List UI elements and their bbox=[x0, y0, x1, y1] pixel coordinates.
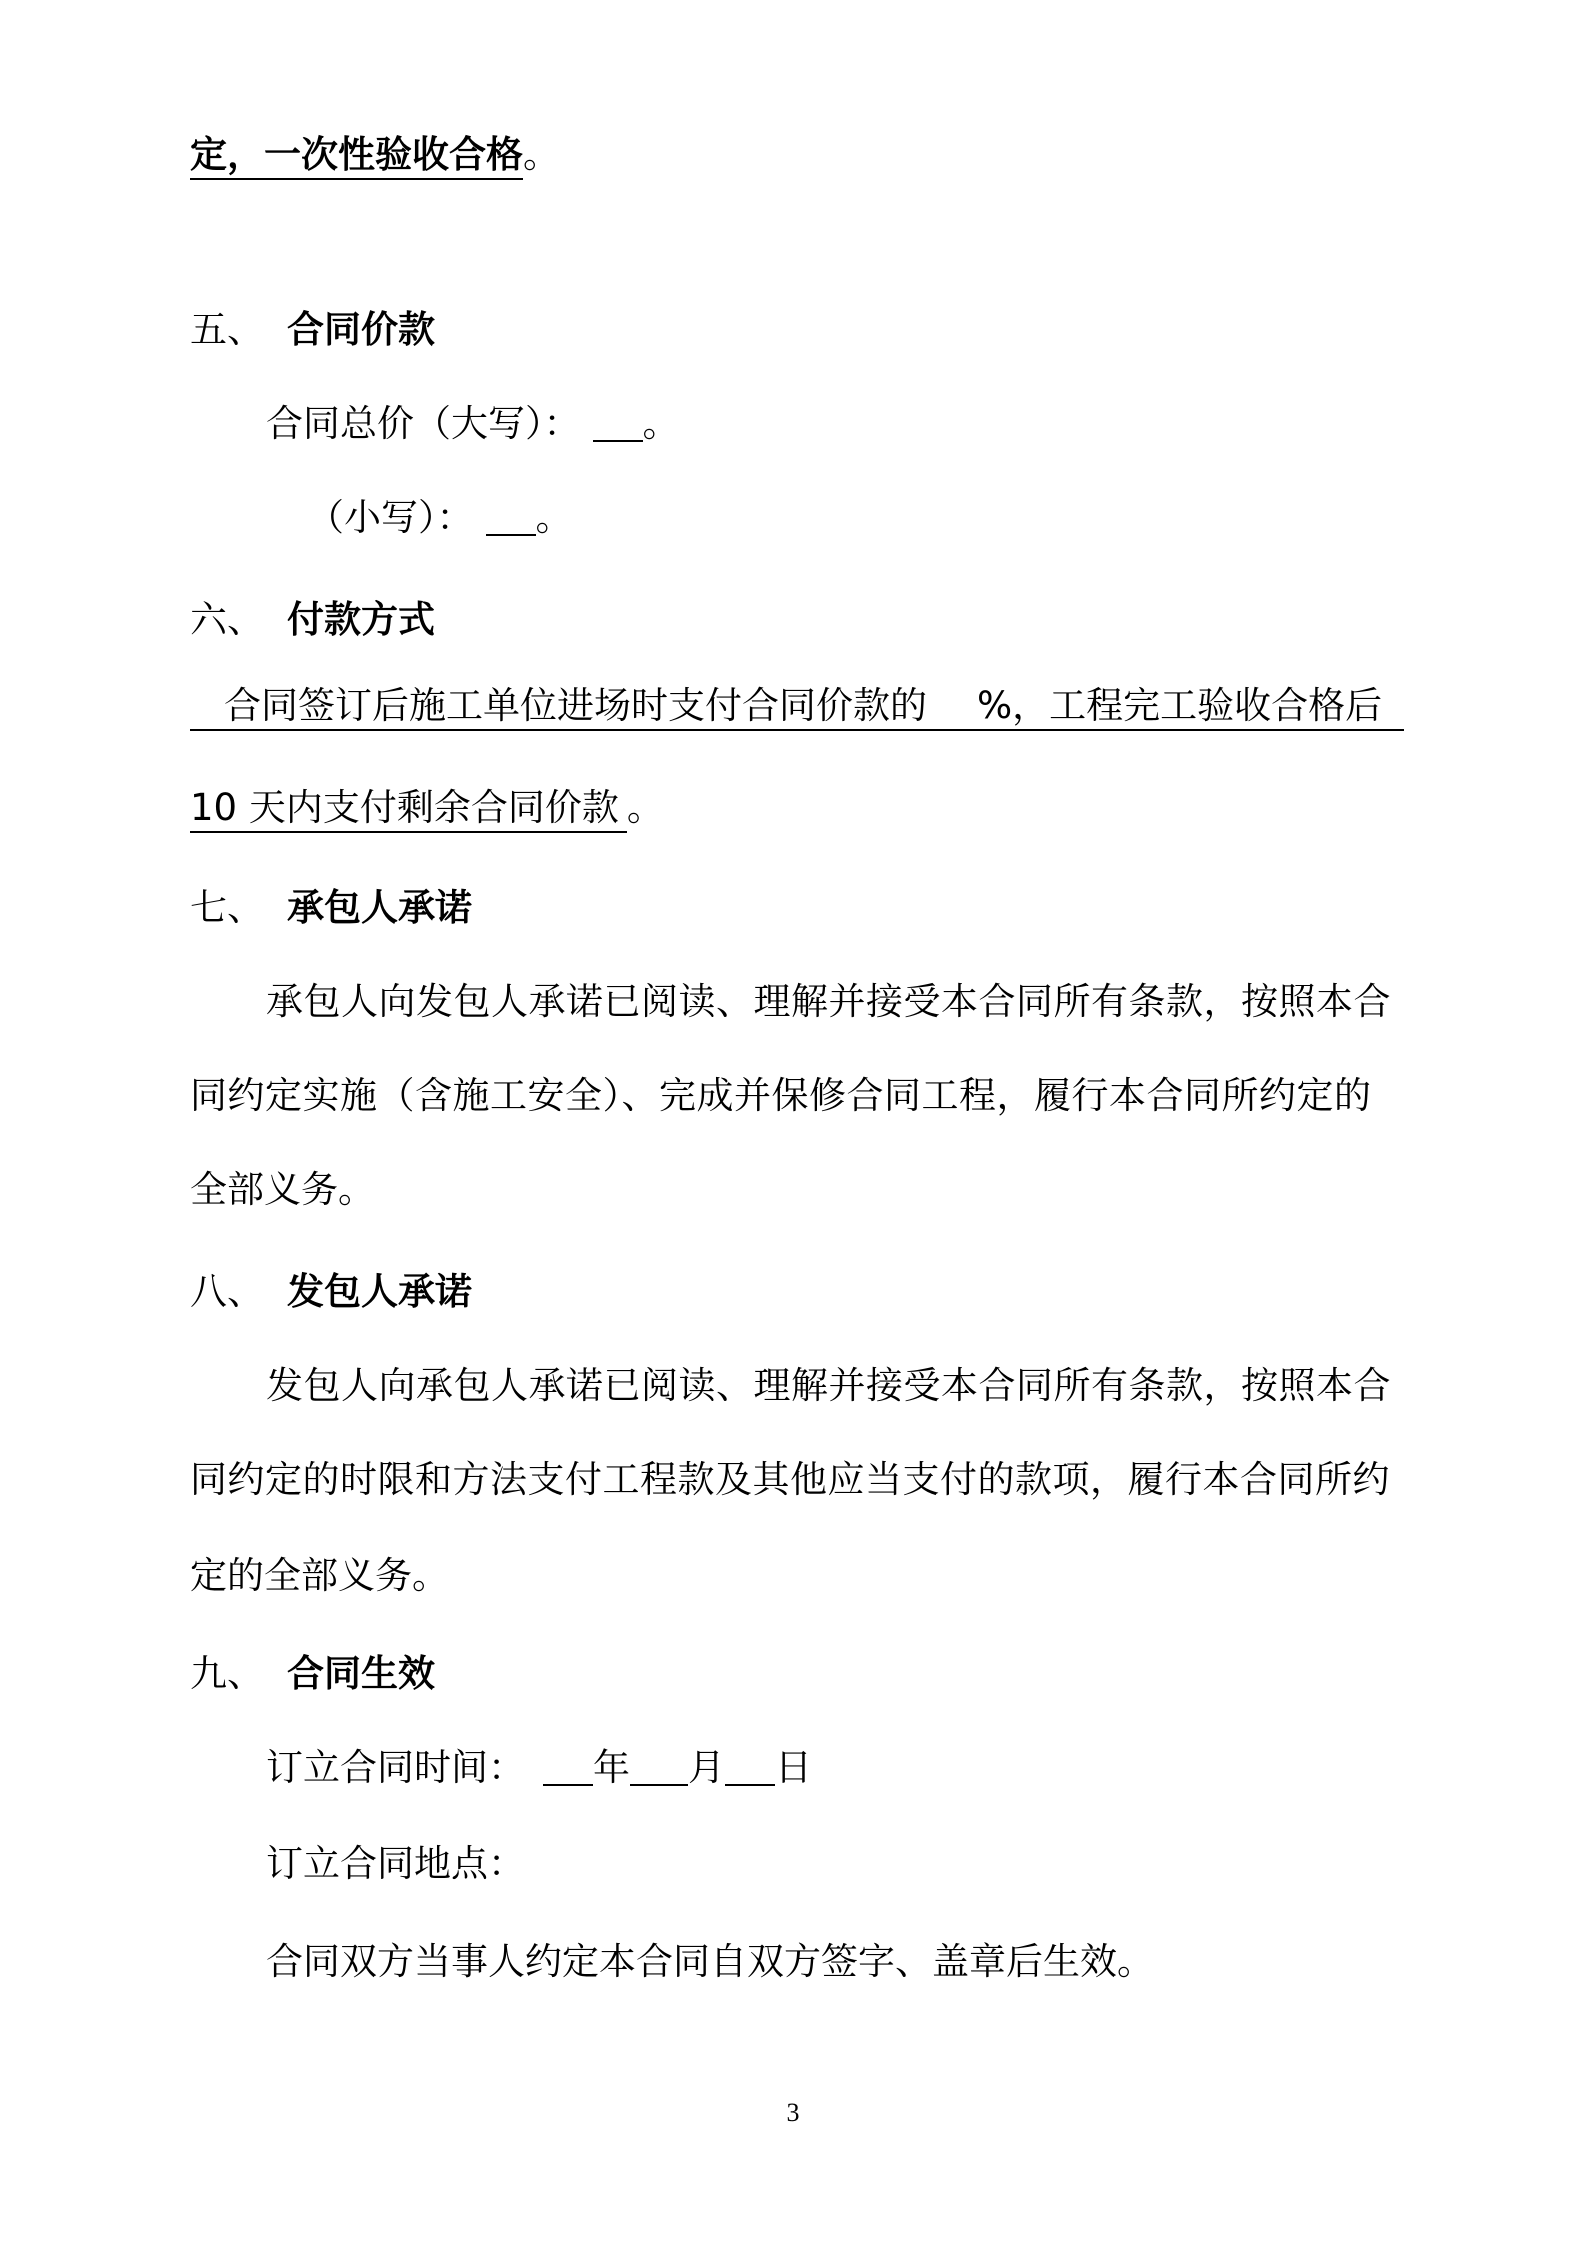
section-title: 合同价款 bbox=[287, 308, 435, 351]
blank-field bbox=[593, 400, 643, 442]
paragraph-text: 承包人向发包人承诺已阅读、理解并接受本合同所有条款，按照本合 bbox=[266, 980, 1391, 1023]
paragraph-text: 全部义务。 bbox=[190, 1168, 375, 1211]
section-number: 五、 bbox=[190, 308, 264, 351]
payment-line-1 bbox=[0, 683, 1586, 743]
month-blank bbox=[630, 1744, 688, 1786]
period: 。 bbox=[535, 496, 573, 539]
period: 。 bbox=[523, 133, 560, 176]
payment-line-2 bbox=[0, 778, 1586, 838]
day-label: 日 bbox=[775, 1746, 812, 1789]
section-title: 付款方式 bbox=[287, 598, 435, 641]
paragraph-line bbox=[0, 1546, 1586, 1606]
period: 。 bbox=[642, 402, 680, 445]
section-number: 九、 bbox=[190, 1652, 264, 1695]
section-number: 八、 bbox=[190, 1270, 264, 1313]
section-heading-6 bbox=[0, 590, 1586, 650]
payment-text-b: %，工程完工验收合格后 bbox=[977, 684, 1383, 727]
price-uppercase-label: 合同总价（大写）： bbox=[266, 402, 581, 445]
section-number: 六、 bbox=[190, 598, 264, 641]
effect-text: 合同双方当事人约定本合同自双方签字、盖章后生效。 bbox=[266, 1940, 1154, 1983]
section-number: 七、 bbox=[190, 886, 264, 929]
section-title: 发包人承诺 bbox=[287, 1270, 472, 1313]
section-title: 合同生效 bbox=[287, 1652, 435, 1695]
date-label: 订立合同时间： bbox=[266, 1746, 525, 1789]
paragraph-text: 发包人向承包人承诺已阅读、理解并接受本合同所有条款，按照本合 bbox=[266, 1364, 1391, 1407]
price-lowercase-line bbox=[0, 488, 1586, 548]
paragraph-line bbox=[0, 1450, 1586, 1510]
place-line bbox=[0, 1834, 1586, 1894]
price-lowercase-label: （小写）： bbox=[307, 496, 474, 539]
underlined-text: 定，一次性验收合格 bbox=[190, 132, 523, 180]
paragraph-text: 同约定实施（含施工安全）、完成并保修合同工程，履行本合同所约定的 bbox=[190, 1074, 1372, 1117]
year-blank bbox=[543, 1744, 593, 1786]
place-label: 订立合同地点： bbox=[266, 1842, 525, 1885]
month-label: 月 bbox=[688, 1746, 725, 1789]
effect-line bbox=[0, 1932, 1586, 1992]
day-blank bbox=[725, 1744, 775, 1786]
blank-field bbox=[486, 494, 536, 536]
continuation-line bbox=[0, 125, 1586, 185]
paragraph-line bbox=[0, 1066, 1586, 1126]
paragraph-line bbox=[0, 1160, 1586, 1220]
date-line bbox=[0, 1738, 1586, 1798]
section-heading-5 bbox=[0, 300, 1586, 360]
year-label: 年 bbox=[593, 1746, 630, 1789]
paragraph-text: 同约定的时限和方法支付工程款及其他应当支付的款项，履行本合同所约 bbox=[190, 1458, 1390, 1501]
paragraph-line bbox=[0, 972, 1586, 1032]
payment-text-a: 合同签订后施工单位进场时支付合同价款的 bbox=[224, 684, 927, 727]
paragraph-line bbox=[0, 1356, 1586, 1416]
paragraph-text: 定的全部义务。 bbox=[190, 1554, 449, 1597]
page-number: 3 bbox=[786, 2098, 800, 2127]
period: 。 bbox=[626, 786, 664, 829]
section-heading-9 bbox=[0, 1644, 1586, 1704]
section-title: 承包人承诺 bbox=[287, 886, 472, 929]
section-heading-8 bbox=[0, 1262, 1586, 1322]
underlined-text: 10 天内支付剩余合同价款 bbox=[190, 785, 627, 833]
price-uppercase-line bbox=[0, 394, 1586, 454]
section-heading-7 bbox=[0, 878, 1586, 938]
